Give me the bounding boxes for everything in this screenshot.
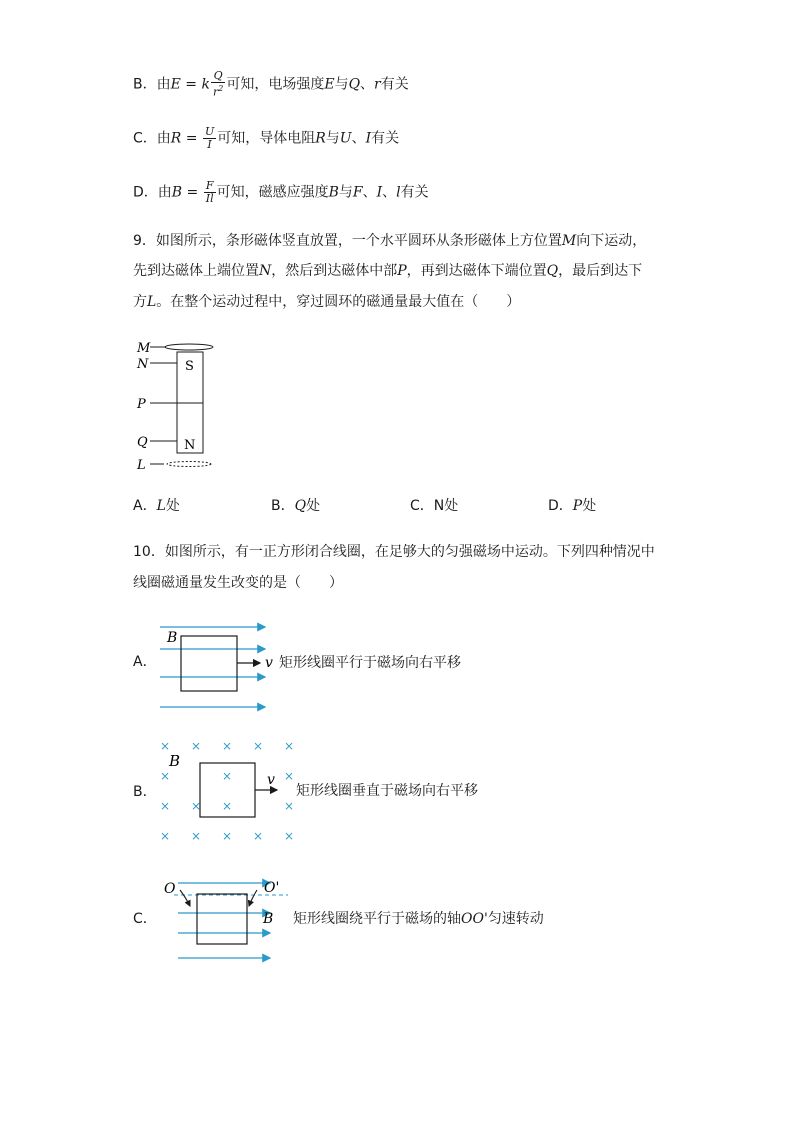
figure-a-parallel-translation xyxy=(155,622,280,717)
svg-text:×: × xyxy=(221,769,233,783)
q9-stem-line3: 方L。在整个运动过程中，穿过圆环的磁通量最大值在（ ） xyxy=(133,294,521,310)
q9-option-c[interactable]: C．N处 xyxy=(410,498,459,514)
svg-text:×: × xyxy=(221,739,233,753)
bar-magnet-figure xyxy=(130,335,230,475)
label-n: N xyxy=(137,357,149,372)
field-label-b: B xyxy=(167,630,178,646)
svg-text:×: × xyxy=(283,829,295,842)
q10-option-a-letter[interactable]: A． xyxy=(133,654,157,670)
label-m: M xyxy=(137,341,151,356)
q9-option-b[interactable]: B．Q处 xyxy=(271,498,321,514)
label-p: P xyxy=(137,397,146,412)
q10-option-c-letter[interactable]: C． xyxy=(133,911,157,927)
svg-text:×: × xyxy=(283,799,295,813)
svg-text:×: × xyxy=(159,829,171,842)
svg-text:×: × xyxy=(252,829,264,842)
svg-text:×: × xyxy=(283,739,295,753)
svg-text:×: × xyxy=(190,829,202,842)
label-q: Q xyxy=(137,435,148,450)
svg-text:×: × xyxy=(190,799,202,813)
coil-c xyxy=(197,894,247,944)
svg-text:×: × xyxy=(159,799,171,813)
svg-text:×: × xyxy=(221,829,233,842)
field-label-b: B xyxy=(263,911,274,927)
ring-at-m xyxy=(165,344,213,350)
svg-text:×: × xyxy=(283,769,295,783)
q8-option-b: B．由E = k $\frac{Q}{r^2}$ 可知，电场强度E与Q、r有关 xyxy=(133,69,409,99)
ring-at-l xyxy=(167,462,211,467)
q10-option-a-description: 矩形线圈平行于磁场向右平移 xyxy=(279,655,461,671)
svg-text:×: × xyxy=(159,739,171,753)
figure-c-rotation xyxy=(160,876,290,966)
field-label-b: B xyxy=(169,752,181,770)
q9-stem-line1: 9．如图所示，条形磁体竖直放置，一个水平圆环从条形磁体上方位置M向下运动， xyxy=(133,233,647,249)
velocity-label-v: v xyxy=(267,772,275,788)
q9-option-d[interactable]: D．P处 xyxy=(548,498,597,514)
velocity-label-v: v xyxy=(265,655,273,671)
label-l: L xyxy=(137,458,146,473)
axis-label-o: O xyxy=(164,881,176,897)
q10-option-b-description: 矩形线圈垂直于磁场向右平移 xyxy=(296,783,478,799)
q8-option-c: C．由R = $\frac{U}{I}$ 可知，导体电阻R与U、I有关 xyxy=(133,125,400,151)
formula-fraction: $\frac{F}{Il}$ xyxy=(205,179,214,205)
formula-fraction: $\frac{U}{I}$ xyxy=(204,125,215,151)
q9-stem-line2: 先到达磁体上端位置N，然后到达磁体中部P，再到达磁体下端位置Q，最后到达下 xyxy=(133,263,643,279)
rotation-arrow-left xyxy=(180,890,190,906)
svg-text:×: × xyxy=(252,739,264,753)
svg-text:×: × xyxy=(221,799,233,813)
pole-s-label: S xyxy=(185,359,194,374)
q10-option-c-description: 矩形线圈绕平行于磁场的轴OO'匀速转动 xyxy=(293,911,544,927)
q10-option-b-letter[interactable]: B． xyxy=(133,784,157,800)
q9-option-a[interactable]: A．L处 xyxy=(133,498,180,514)
q10-stem-line1: 10．如图所示，有一正方形闭合线圈，在足够大的匀强磁场中运动。下列四种情况中 xyxy=(133,544,655,560)
svg-text:×: × xyxy=(159,769,171,783)
axis-label-o-prime: O' xyxy=(264,880,280,896)
figure-b-perpendicular-translation xyxy=(155,737,300,842)
rotation-arrow-right xyxy=(249,890,257,906)
q8-option-d: D．由B = $\frac{F}{Il}$ 可知，磁感应强度B与F、I、l有关 xyxy=(133,179,429,205)
svg-text:×: × xyxy=(190,739,202,753)
formula-fraction: $\frac{Q}{r^2}$ xyxy=(212,69,224,99)
pole-n-label: N xyxy=(184,438,196,453)
coil-a xyxy=(181,636,237,691)
q10-stem-line2: 线圈磁通量发生改变的是（ ） xyxy=(133,575,343,591)
